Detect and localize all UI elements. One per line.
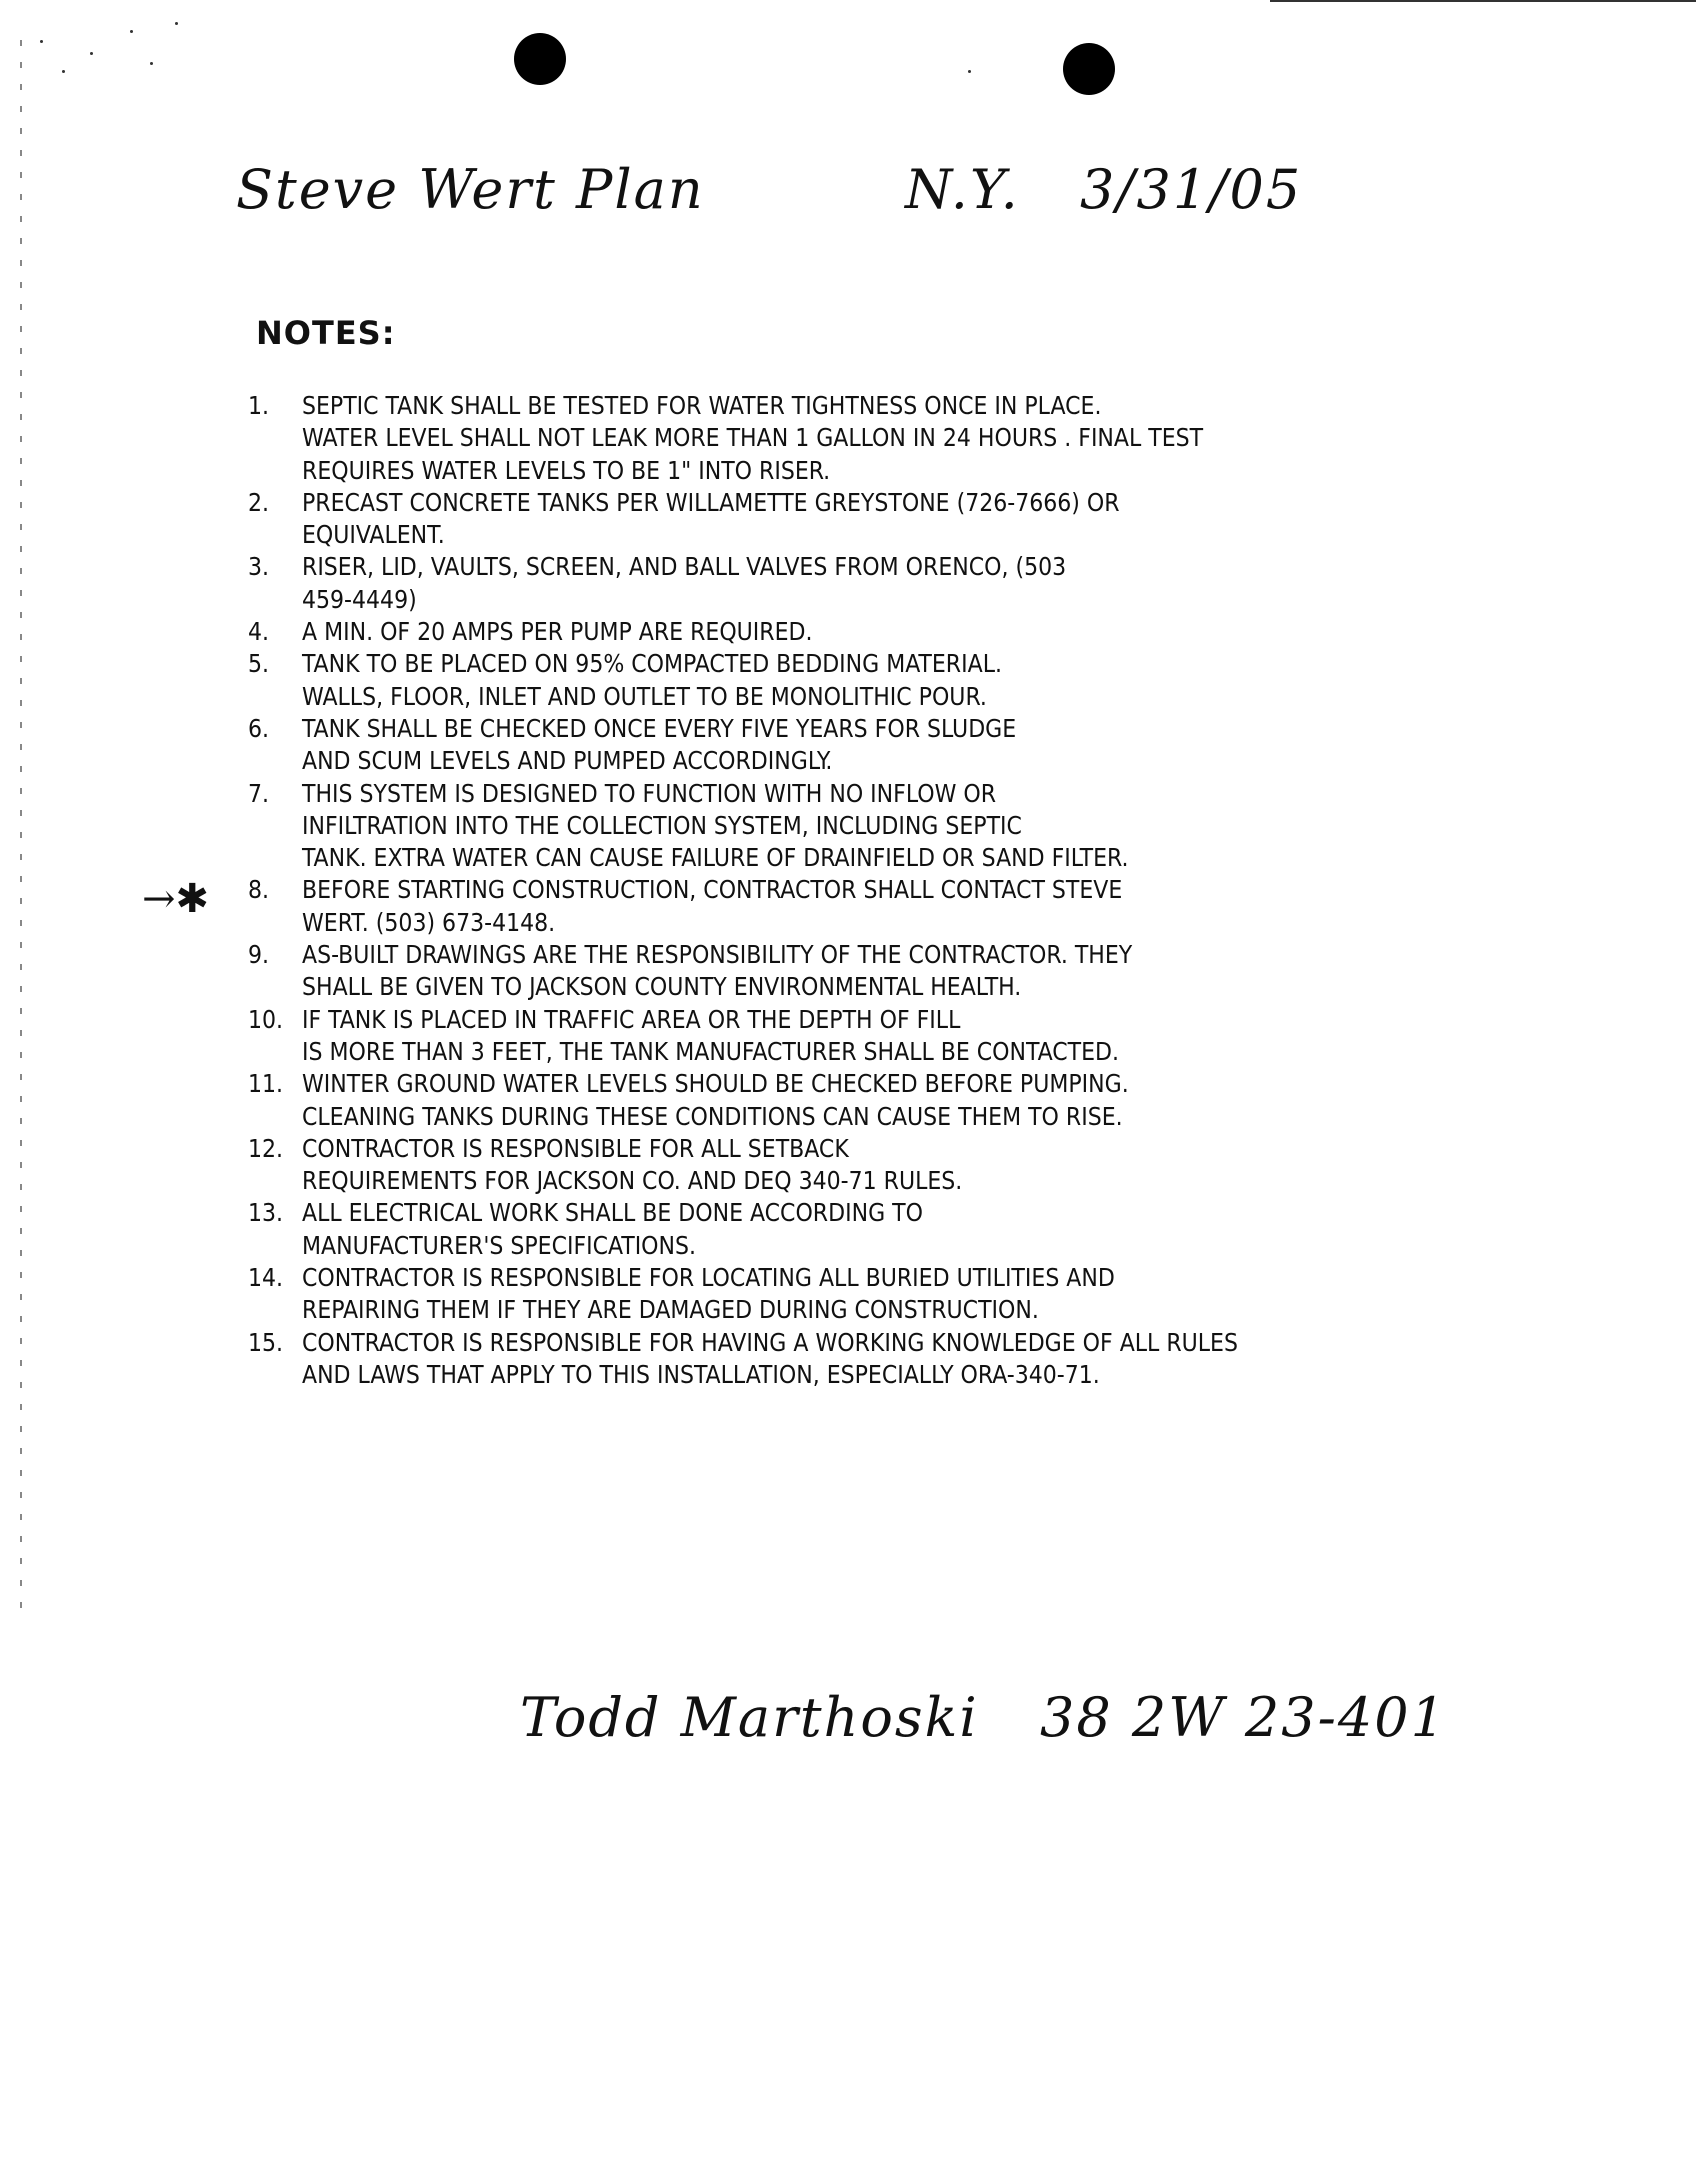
note-text: TANK TO BE PLACED ON 95% COMPACTED BEDDING MATERIAL. WALLS, FLOOR, INLET AND OUTLET TO BE MONOLITHIC POUR. [302, 649, 1002, 711]
note-number: 12. [248, 1133, 284, 1163]
note-number: 13. [248, 1198, 284, 1228]
punch-hole [1063, 43, 1115, 95]
margin-arrow-asterisk-mark: →✱ [142, 876, 210, 922]
note-text: AS-BUILT DRAWINGS ARE THE RESPONSIBILITY OF THE CONTRACTOR. THEY SHALL BE GIVEN TO JACKSON COUNTY ENVIRONMENTAL HEALTH. [302, 940, 1133, 1002]
scan-left-edge [20, 40, 22, 1620]
note-text: THIS SYSTEM IS DESIGNED TO FUNCTION WITH NO INFLOW OR INFILTRATION INTO THE COLLECTION SYSTEM, INCLUDING SEPTIC TANK. EXTRA WATER CAN CAUSE FAILURE OF DRAINFIELD OR SAND FILTER. [302, 778, 1129, 873]
note-text: TANK SHALL BE CHECKED ONCE EVERY FIVE YEARS FOR SLUDGE AND SCUM LEVELS AND PUMPED ACCORDINGLY. [302, 713, 1017, 776]
note-text: WINTER GROUND WATER LEVELS SHOULD BE CHECKED BEFORE PUMPING. CLEANING TANKS DURING THESE CONDITIONS CAN CAUSE THEM TO RISE. [302, 1069, 1129, 1131]
note-item [248, 487, 1378, 552]
note-item [248, 1327, 1378, 1392]
note-text: SEPTIC TANK SHALL BE TESTED FOR WATER TIGHTNESS ONCE IN PLACE. WATER LEVEL SHALL NOT LEAK MORE THAN 1 GALLON IN 24 HOURS . FINAL TEST REQUIRES WATER LEVELS TO BE 1" INTO RISER. [302, 391, 1204, 485]
scan-speck [968, 70, 971, 73]
note-item [248, 778, 1378, 875]
note-item [248, 1262, 1378, 1327]
note-item [248, 648, 1378, 713]
scan-speck [150, 62, 153, 65]
note-item [248, 1004, 1378, 1069]
note-text: A MIN. OF 20 AMPS PER PUMP ARE REQUIRED. [302, 617, 813, 647]
note-number: 7. [248, 778, 270, 808]
note-number: 10. [248, 1004, 284, 1034]
handwritten-date: 3/31/05 [1080, 158, 1303, 221]
handwritten-initials: N.Y. [905, 158, 1020, 221]
note-item [248, 713, 1378, 778]
note-number: 8. [248, 875, 270, 905]
note-item [248, 390, 1378, 487]
handwritten-title: Steve Wert Plan [236, 158, 705, 221]
note-item [248, 616, 1378, 648]
scan-top-rule [1270, 0, 1696, 2]
note-number: 4. [248, 617, 270, 647]
note-item [248, 1068, 1378, 1133]
note-number: 14. [248, 1263, 284, 1293]
note-item [248, 939, 1378, 1004]
note-text: ALL ELECTRICAL WORK SHALL BE DONE ACCORDING TO MANUFACTURER'S SPECIFICATIONS. [302, 1198, 923, 1260]
note-number: 9. [248, 940, 270, 970]
note-number: 6. [248, 713, 270, 743]
scan-speck [40, 40, 43, 43]
punch-hole [514, 33, 566, 85]
notes-heading: NOTES: [256, 314, 396, 352]
handwritten-map-reference: 38 2W 23-401 [1040, 1686, 1447, 1749]
note-text: RISER, LID, VAULTS, SCREEN, AND BALL VALVES FROM ORENCO, (503 459-4449) [302, 552, 1067, 614]
note-text: BEFORE STARTING CONSTRUCTION, CONTRACTOR SHALL CONTACT STEVE WERT. (503) 673-4148. [302, 875, 1123, 937]
handwritten-owner-name: Todd Marthoski [520, 1686, 979, 1749]
note-text: IF TANK IS PLACED IN TRAFFIC AREA OR THE DEPTH OF FILL IS MORE THAN 3 FEET, THE TANK MANUFACTURER SHALL BE CONTACTED. [302, 1004, 1119, 1066]
note-number: 5. [248, 649, 270, 679]
note-number: 11. [248, 1069, 284, 1099]
note-number: 2. [248, 487, 270, 517]
note-text: PRECAST CONCRETE TANKS PER WILLAMETTE GREYSTONE (726-7666) OR EQUIVALENT. [302, 487, 1120, 550]
note-number: 1. [248, 391, 270, 420]
note-text: CONTRACTOR IS RESPONSIBLE FOR ALL SETBACK REQUIREMENTS FOR JACKSON CO. AND DEQ 340-71 RULES. [302, 1133, 963, 1196]
note-item [248, 551, 1378, 616]
note-item [248, 1133, 1378, 1198]
scan-speck [175, 22, 178, 25]
scan-speck [90, 52, 93, 55]
note-number: 15. [248, 1327, 284, 1357]
scan-speck [130, 30, 133, 33]
note-text: CONTRACTOR IS RESPONSIBLE FOR HAVING A WORKING KNOWLEDGE OF ALL RULES AND LAWS THAT APPLY TO THIS INSTALLATION, ESPECIALLY ORA-340-71. [302, 1327, 1238, 1389]
note-number: 3. [248, 552, 270, 582]
note-text: CONTRACTOR IS RESPONSIBLE FOR LOCATING ALL BURIED UTILITIES AND REPAIRING THEM IF THEY ARE DAMAGED DURING CONSTRUCTION. [302, 1263, 1115, 1325]
note-item [248, 874, 1378, 939]
note-item [248, 1197, 1378, 1262]
scan-speck [62, 70, 65, 73]
notes-list [248, 390, 1378, 1391]
